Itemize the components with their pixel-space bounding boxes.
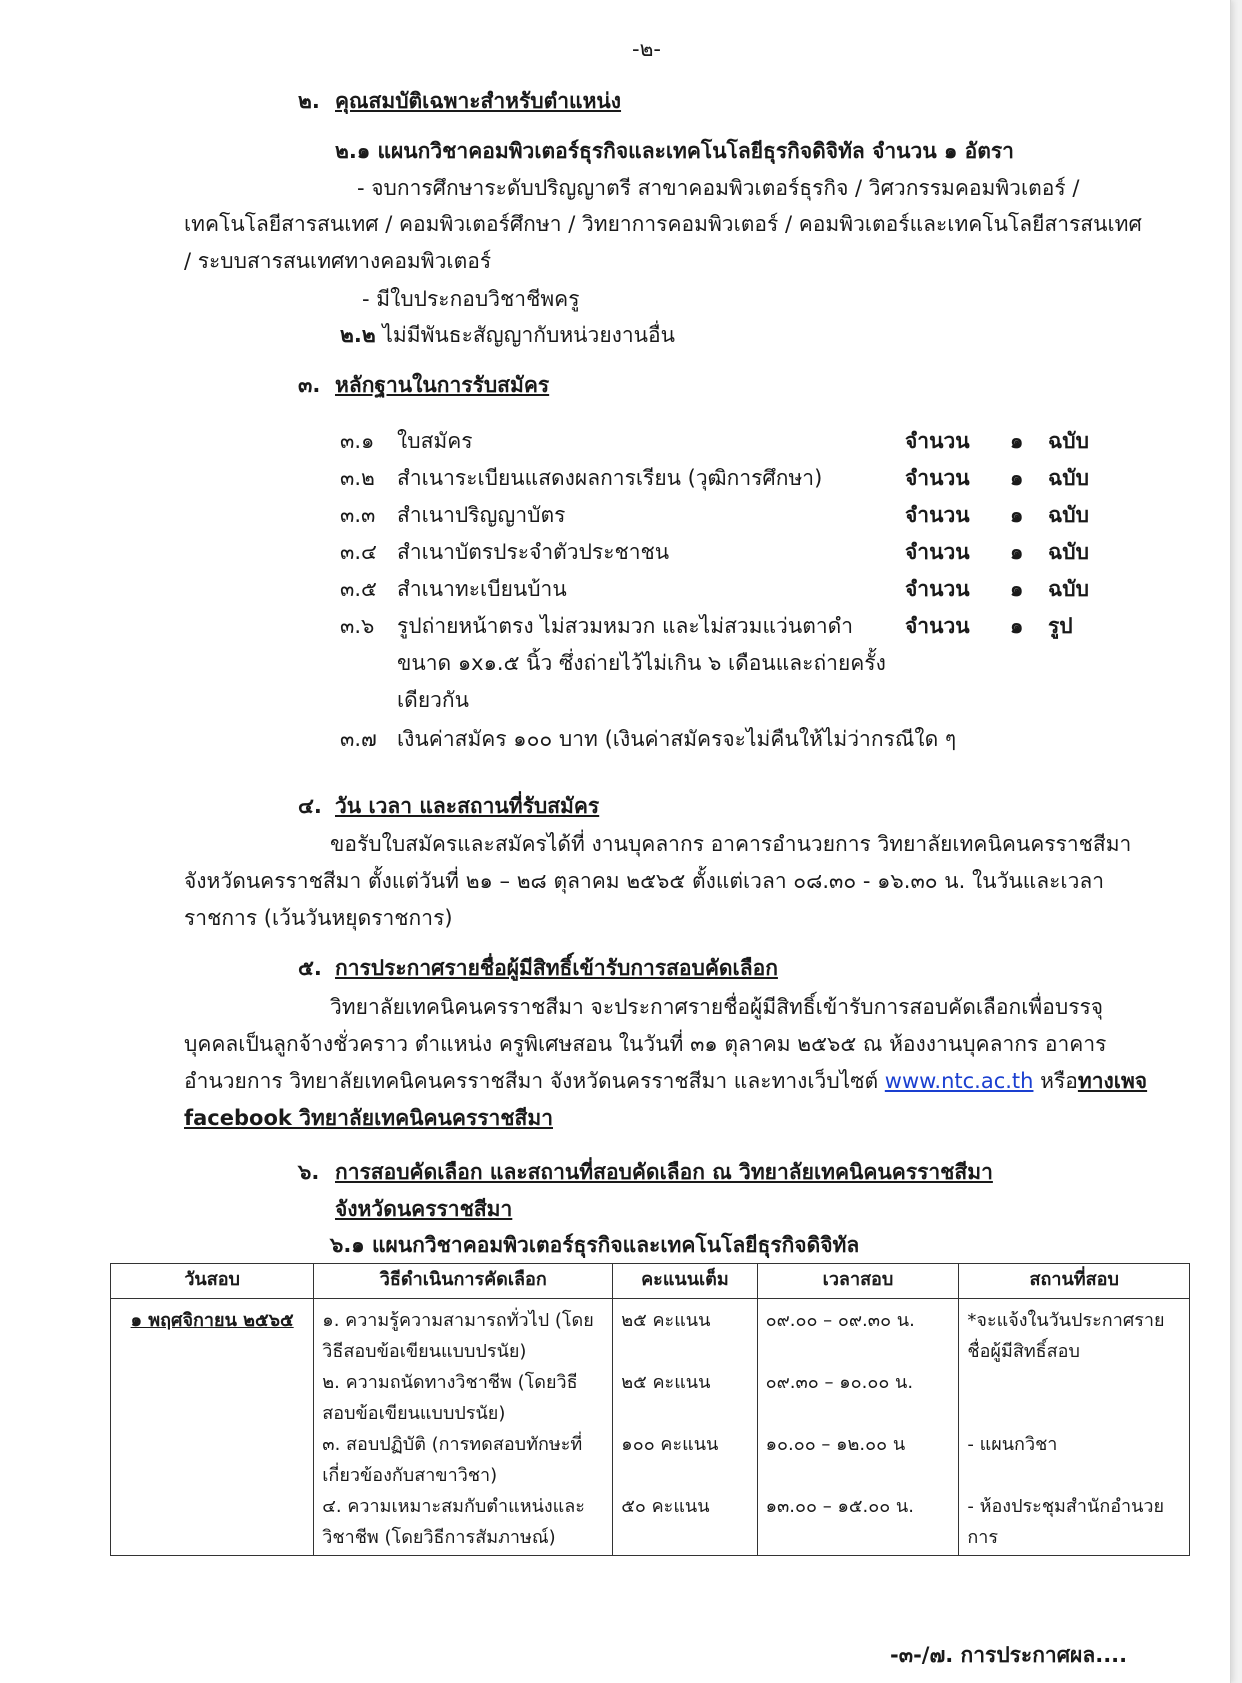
score-cell (613, 1299, 757, 1556)
place-text: *จะแจ้งในวันประกาศรายชื่อผู้มีสิทธิ์สอบ (967, 1310, 1165, 1362)
item-unit: ฉบับ (1048, 540, 1089, 564)
paragraph-line: ขอรับใบสมัครและสมัครได้ที่ งานบุคลากร อาคารอำนวยการ วิทยาลัยเทคนิคนครราชสีมา (330, 832, 1132, 856)
table-row (111, 1299, 1190, 1556)
item-label: สำเนาบัตรประจำตัวประชาชน (397, 540, 670, 564)
item-label: รูปถ่ายหน้าตรง ไม่สวมหมวก และไม่สวมแว่นตาดำ (397, 614, 854, 638)
section-2-1-line: / ระบบสารสนเทศทางคอมพิวเตอร์ (184, 249, 492, 273)
item-label: สำเนาปริญญาบัตร (397, 503, 566, 527)
paragraph-text: อำนวยการ วิทยาลัยเทคนิคนครราชสีมา จังหวัดนครราชสีมา และทางเว็บไซต์ (184, 1069, 885, 1093)
paragraph-line: บุคคลเป็นลูกจ้างชั่วคราว ตำแหน่ง ครูพิเศษสอน ในวันที่ ๓๑ ตุลาคม ๒๕๖๕ ณ ห้องงานบุคลากร อาคาร (184, 1032, 1107, 1056)
item-number: ๓.๓ (340, 503, 376, 527)
score-text: ๒๕ คะแนน (621, 1372, 711, 1393)
column-header: เวลาสอบ (757, 1264, 959, 1299)
section-2-1-line: - จบการศึกษาระดับปริญญาตรี สาขาคอมพิวเตอร์ธุรกิจ / วิศวกรรมคอมพิวเตอร์ / (357, 176, 1080, 200)
exam-date: ๑ พฤศจิกายน ๒๕๖๕ (130, 1310, 294, 1331)
item-label-continued: เดียวกัน (397, 688, 469, 712)
item-label-continued: ขนาด ๑x๑.๕ นิ้ว ซึ่งถ่ายไว้ไม่เกิน ๖ เดือนและถ่ายครั้ง (397, 651, 886, 675)
section-6-title-line2: จังหวัดนครราชสีมา (335, 1197, 513, 1221)
paragraph-text: หรือ (1033, 1069, 1078, 1093)
item-number: ๓.๔ (340, 540, 377, 564)
column-header: คะแนนเต็ม (613, 1264, 757, 1299)
score-text: ๕๐ คะแนน (621, 1496, 710, 1517)
item-qty-label: จำนวน (905, 614, 970, 638)
section-3-number: ๓. (298, 373, 321, 397)
item-qty: ๑ (1010, 614, 1024, 638)
exam-schedule-table (110, 1263, 1190, 1556)
section-6-title: การสอบคัดเลือก และสถานที่สอบคัดเลือก ณ วิทยาลัยเทคนิคนครราชสีมา (335, 1160, 993, 1184)
section-4-number: ๔. (298, 794, 322, 818)
section-3-title: หลักฐานในการรับสมัคร (335, 373, 550, 397)
place-text: - ห้องประชุมสำนักอำนวยการ (967, 1496, 1165, 1548)
item-qty-label: จำนวน (905, 466, 970, 490)
time-text: ๑๓.๐๐ – ๑๕.๐๐ น. (765, 1496, 914, 1517)
method-text: ๒. ความถนัดทางวิชาชีพ (โดยวิธีสอบข้อเขียนแบบปรนัย) (322, 1372, 578, 1424)
item-label: สำเนาทะเบียนบ้าน (397, 577, 567, 601)
page-number: -๒- (632, 37, 661, 61)
section-2-title: คุณสมบัติเฉพาะสำหรับตำแหน่ง (335, 89, 622, 113)
item-qty-label: จำนวน (905, 577, 970, 601)
item-number: ๓.๒ (340, 466, 375, 490)
item-qty-label: จำนวน (905, 503, 970, 527)
section-2-2 (340, 320, 675, 350)
page-footer: -๓-/๗. การประกาศผล.... (890, 1643, 1128, 1667)
section-5-title: การประกาศรายชื่อผู้มีสิทธิ์เข้ารับการสอบคัดเลือก (335, 956, 778, 980)
item-qty: ๑ (1010, 466, 1024, 490)
place-cell (959, 1299, 1190, 1556)
section-6-number: ๖. (298, 1160, 320, 1184)
method-text: ๓. สอบปฏิบัติ (การทดสอบทักษะที่เกี่ยวข้องกับสาขาวิชา) (322, 1434, 583, 1486)
item-number: ๓.๗ (340, 727, 377, 751)
method-text: ๑. ความรู้ความสามารถทั่วไป (โดยวิธีสอบข้อเขียนแบบปรนัย) (322, 1310, 594, 1362)
section-2-number: ๒. (298, 89, 320, 113)
item-unit: รูป (1048, 614, 1073, 638)
item-qty: ๑ (1010, 429, 1024, 453)
item-unit: ฉบับ (1048, 577, 1089, 601)
website-link[interactable]: www.ntc.ac.th (884, 1069, 1034, 1093)
time-text: ๐๙.๓๐ – ๑๐.๐๐ น. (765, 1372, 914, 1393)
time-text: ๐๙.๐๐ – ๐๙.๓๐ น. (765, 1310, 915, 1331)
item-number: ๓.๖ (340, 614, 375, 638)
section-6-1-heading: ๖.๑ แผนกวิชาคอมพิวเตอร์ธุรกิจและเทคโนโลยีธุรกิจดิจิทัล (330, 1233, 860, 1257)
item-label: สำเนาระเบียนแสดงผลการเรียน (วุฒิการศึกษา) (397, 466, 823, 490)
item-qty-label: จำนวน (905, 540, 970, 564)
facebook-page-text: ทางเพจ (1077, 1069, 1148, 1093)
item-unit: ฉบับ (1048, 503, 1089, 527)
item-label: ใบสมัคร (397, 429, 473, 453)
exam-date-cell (111, 1299, 314, 1556)
item-qty: ๑ (1010, 503, 1024, 527)
section-2-1-line: - มีใบประกอบวิชาชีพครู (362, 287, 580, 311)
column-header: วันสอบ (111, 1264, 314, 1299)
item-number: ๓.๑ (340, 429, 375, 453)
time-cell (757, 1299, 959, 1556)
section-2-2-number: ๒.๒ (340, 323, 376, 347)
item-label: เงินค่าสมัคร ๑๐๐ บาท (เงินค่าสมัครจะไม่คืนให้ไม่ว่ากรณีใด ๆ (397, 727, 957, 751)
paragraph-line: วิทยาลัยเทคนิคนครราชสีมา จะประกาศรายชื่อผู้มีสิทธิ์เข้ารับการสอบคัดเลือกเพื่อบรรจุ (330, 995, 1104, 1019)
method-cell (314, 1299, 613, 1556)
section-2-1-heading: ๒.๑ แผนกวิชาคอมพิวเตอร์ธุรกิจและเทคโนโลยีธุรกิจดิจิทัล จำนวน ๑ อัตรา (335, 139, 1014, 163)
paragraph-line: ราชการ (เว้นวันหยุดราชการ) (184, 906, 453, 930)
section-2-2-text: ไม่มีพันธะสัญญากับหน่วยงานอื่น (375, 323, 675, 347)
section-2-1-line: เทคโนโลยีสารสนเทศ / คอมพิวเตอร์ศึกษา / วิทยาการคอมพิวเตอร์ / คอมพิวเตอร์และเทคโนโลยีสารสนเทศ (184, 212, 1142, 236)
method-text: ๔. ความเหมาะสมกับตำแหน่งและวิชาชีพ (โดยวิธีการสัมภาษณ์) (322, 1496, 585, 1548)
place-text: - แผนกวิชา (967, 1434, 1058, 1455)
column-header: วิธีดำเนินการคัดเลือก (314, 1264, 613, 1299)
item-unit: ฉบับ (1048, 429, 1089, 453)
paragraph-line (184, 1066, 1147, 1096)
facebook-page-name: facebook วิทยาลัยเทคนิคนครราชสีมา (184, 1106, 553, 1130)
item-qty: ๑ (1010, 540, 1024, 564)
time-text: ๑๐.๐๐ – ๑๒.๐๐ น (765, 1434, 906, 1455)
place-text (967, 1367, 1181, 1429)
item-qty-label: จำนวน (905, 429, 970, 453)
item-qty: ๑ (1010, 577, 1024, 601)
column-header: สถานที่สอบ (959, 1264, 1190, 1299)
item-number: ๓.๕ (340, 577, 377, 601)
item-unit: ฉบับ (1048, 466, 1089, 490)
score-text: ๒๕ คะแนน (621, 1310, 711, 1331)
table-header-row (111, 1264, 1190, 1299)
section-5-number: ๕. (298, 956, 322, 980)
section-4-title: วัน เวลา และสถานที่รับสมัคร (335, 794, 600, 818)
score-text: ๑๐๐ คะแนน (621, 1434, 719, 1455)
paragraph-line: จังหวัดนครราชสีมา ตั้งแต่วันที่ ๒๑ – ๒๘ ตุลาคม ๒๕๖๕ ตั้งแต่เวลา ๐๘.๓๐ - ๑๖.๓๐ น. ในวันและเวลา (184, 869, 1105, 893)
